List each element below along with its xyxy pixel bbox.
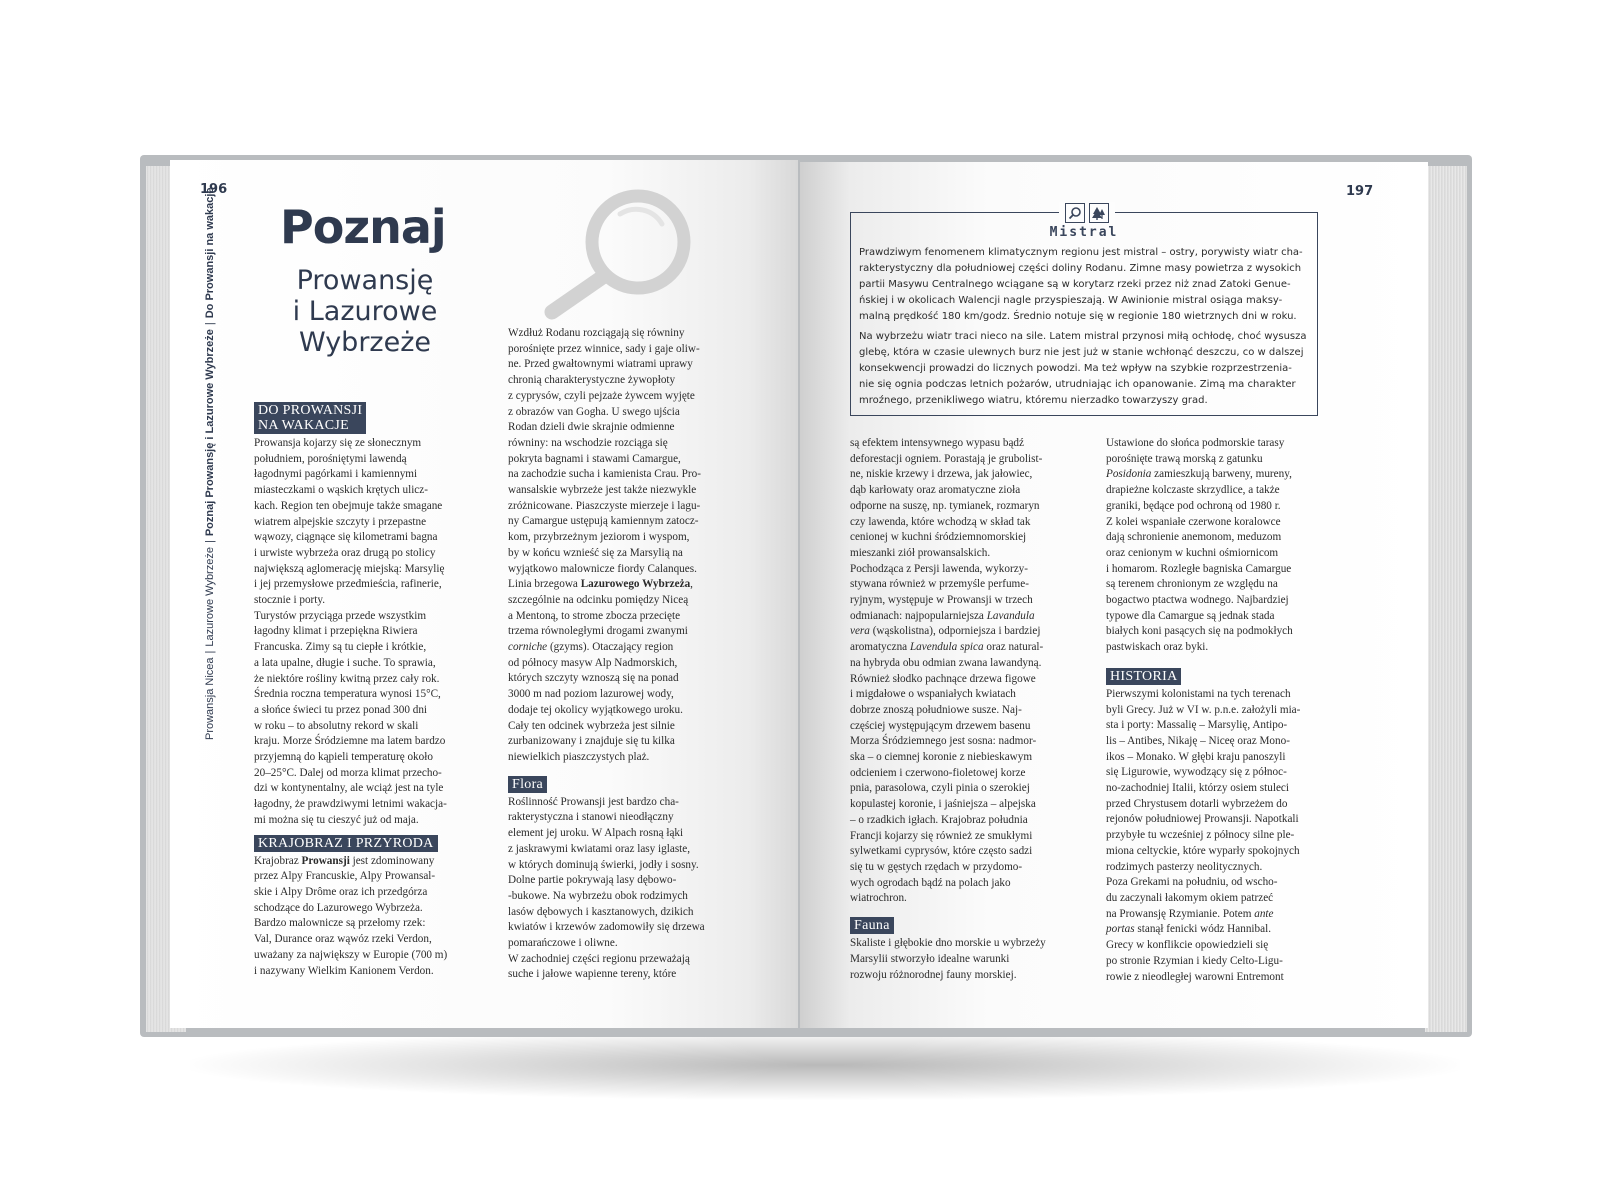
text-line: dają schronienie anemonom, meduzom <box>1106 531 1282 544</box>
text-line: konsekwencji prowadzi do licznych powodzi. Ma też wpływ na szybkie rozprzestrzenia- <box>859 363 1292 374</box>
text-line: by w końcu wznieść się za Marsylią na <box>508 546 683 559</box>
text-run: Krajobraz <box>254 854 302 867</box>
text-line: byli Grecy. Już w VI w. p.n.e. założyli mia- <box>1106 703 1301 716</box>
text-line: przyjemną do kąpieli temperaturę około <box>254 751 433 764</box>
text-line: rakterystyczna i stanowi nieodłączny <box>508 811 674 824</box>
section-heading-fauna: Fauna <box>850 917 894 934</box>
subtitle-line: Wybrzeże <box>298 327 431 358</box>
text-line: Prowansja kojarzy się ze słonecznym <box>254 437 422 449</box>
text-line: ny Camargue ustępują kamiennym zatocz- <box>508 515 699 528</box>
text-line: i nazywany Wielkim Kanionem Verdon. <box>254 964 434 977</box>
text-line: dzi w kontynentalny, ale wciąż jest na tyle <box>254 782 444 795</box>
text-line: skie i Alpy Drôme oraz ich przedgórza <box>254 885 428 898</box>
text-line: największą aglomerację miejską: Marsylię <box>254 562 445 575</box>
text-run: oraz natural- <box>983 641 1044 654</box>
text-line: zróżnicowane. Piaszczyste mierzeje i lagu- <box>508 499 701 512</box>
text-line: a słońce świeci tu przez ponad 300 dni <box>254 703 428 716</box>
text-run-italic: portas <box>1106 923 1135 936</box>
page-number-right: 197 <box>1346 184 1374 199</box>
text-run: odmianach: najpopularniejsza <box>850 609 987 622</box>
running-head-part: Poznaj Prowansję i Lazurowe Wybrzeże <box>204 329 216 537</box>
paragraph <box>254 436 468 609</box>
text-line: z jaskrawymi kwiatami oraz lasy iglaste, <box>508 842 691 855</box>
trees-icon <box>1089 203 1109 223</box>
section-heading-line: NA WAKACJE <box>258 418 350 433</box>
text-line: szczególnie na odcinku pomiędzy Niceą <box>508 593 689 606</box>
paragraph <box>1106 687 1328 875</box>
text-line: że niektóre rośliny kwitną przez cały rok. <box>254 672 440 685</box>
text-line: dodaje tej okolicy wyjątkowego uroku. <box>508 703 683 716</box>
text-line: Skaliste i głębokie dno morskie u wybrzeży <box>850 937 1046 950</box>
text-run: , <box>690 578 693 591</box>
text-line: – o rzadkich igłach. Krajobraz południa <box>850 813 1028 826</box>
text-line: są terenem chronionym ze względu na <box>1106 578 1278 591</box>
text-run-italic: ante <box>1254 907 1274 920</box>
text-line: typowe dla Camargue są jednak stada <box>1106 609 1275 622</box>
text-line: partii Masywu Centralnego wciągane są w korytarz rzeki przez niż znad Zatoki Genue- <box>859 279 1291 290</box>
section-heading-line: DO PROWANSJI <box>258 403 363 418</box>
text-line <box>1106 467 1328 483</box>
text-line: ńskiej i w okolicach Walencji nagle przyspieszają. W Awinionie mistral osiąga maksy- <box>859 295 1283 306</box>
text-run: jest zdominowany <box>349 854 435 867</box>
section-heading-historia: HISTORIA <box>1106 668 1181 685</box>
text-line <box>508 577 728 593</box>
paragraph <box>859 245 1311 325</box>
text-line: rodzimych pasterzy neolitycznych. <box>1106 860 1263 873</box>
text-line: po stronie Rzymian i kiedy Celto-Ligu- <box>1106 954 1283 967</box>
chapter-title: Poznaj <box>280 200 446 254</box>
text-line: wych ogrodach bądź na polach jako <box>850 876 1011 889</box>
text-line: Francuska. Zimy są tu ciepłe i krótkie, <box>254 641 427 654</box>
box-icons <box>1059 202 1115 224</box>
text-line: Turystów przyciąga przede wszystkim <box>254 609 427 622</box>
text-line <box>850 609 1076 625</box>
text-line: wiatrem alpejskie szczyty i przepastne <box>254 515 427 528</box>
text-line: białych koni pasących się na podmokłych <box>1106 625 1293 638</box>
text-line <box>254 854 468 870</box>
text-line: na hybryda obu odmian zwana lawandyną. <box>850 656 1042 669</box>
text-line: miona celtyckie, które wyparły spokojnych <box>1106 844 1300 857</box>
section-heading-krajobraz: KRAJOBRAZ I PRZYRODA <box>254 835 438 852</box>
text-line: w roku – to absolutny rekord w skali <box>254 719 419 732</box>
text-line: przybyłe tu wcześniej z północy silne ple- <box>1106 829 1295 842</box>
text-line: sta i porty: Massalię – Marsylię, Antipo- <box>1106 719 1288 732</box>
text-line: z cyprysów, czyli pejzaże żywcem wyjęte <box>508 389 695 402</box>
text-line: w których dominują świerki, jodły i sosny. <box>508 858 699 871</box>
text-line: łagodny, że prawdziwymi letnimi wakacja- <box>254 798 447 811</box>
text-line: 3000 m nad poziom lazurowej wody, <box>508 688 674 701</box>
text-line: mroźnego, przenikliwego wiatru, któremu nierzadko towarzyszy grad. <box>859 395 1208 406</box>
text-line: pomarańczowe i oliwne. <box>508 937 618 950</box>
text-run-italic: corniche <box>508 641 548 654</box>
text-line: Również słodko pachnące drzewa figowe <box>850 672 1036 685</box>
text-line: Grecy w konflikcie opowiedzieli się <box>1106 939 1269 952</box>
text-line: bogactwo ptactwa wodnego. Najbardziej <box>1106 594 1289 607</box>
text-line <box>1106 907 1328 923</box>
paragraph <box>508 952 728 983</box>
text-line: kraju. Morze Śródziemne ma latem bardzo <box>254 735 446 748</box>
text-line: cenionej w kuchni śródziemnomorskiej <box>850 531 1027 544</box>
paragraph <box>850 672 1076 908</box>
text-line: przez Alpy Francuskie, Alpy Prowansal- <box>254 870 436 883</box>
text-line: się tu w gęstych rzędach w przydomo- <box>850 860 1023 873</box>
text-line: Na wybrzeżu wiatr traci nieco na sile. Latem mistral przynosi miłą ochłodę, choć wysusza <box>859 331 1307 342</box>
subtitle-line: i Lazurowe <box>292 296 438 327</box>
text-line: kwiatów i krzewów zadomowiły się drzewa <box>508 921 705 934</box>
text-line: W zachodniej części regionu przeważają <box>508 952 690 965</box>
paragraph <box>1106 436 1328 656</box>
text-line: równiny: na wschodzie rozciąga się <box>508 436 668 449</box>
text-line: 20–25°C. Dalej od morza klimat przecho- <box>254 766 442 779</box>
text-line: Cały ten odcinek wybrzeża jest silnie <box>508 719 675 732</box>
text-line: a lata upalne, długie i suche. To sprawia, <box>254 656 436 669</box>
text-run: aromatyczna <box>850 641 910 654</box>
paragraph <box>850 436 1076 562</box>
text-line <box>850 640 1076 656</box>
text-run-italic: vera <box>850 625 870 638</box>
book-shadow <box>190 1030 1460 1100</box>
running-head-part: Lazurowe Wybrzeże <box>204 547 216 647</box>
text-line: suche i jałowe wapienne tereny, które <box>508 968 677 981</box>
text-run: Linia brzegowa <box>508 578 581 591</box>
text-line: są efektem intensywnego wypasu bądź <box>850 437 1024 449</box>
mistral-info-box <box>850 212 1318 416</box>
text-line: a Mentoną, to strome zbocza przecięte <box>508 609 681 622</box>
running-head-part: Prowansja Nicea <box>204 657 216 740</box>
text-line: Val, Durance oraz wąwóz rzeki Verdon, <box>254 933 432 946</box>
text-line: dobrze znoszą południowe susze. Naj- <box>850 703 1022 716</box>
text-line: trzema równoległymi drogami zwanymi <box>508 625 688 638</box>
text-line: Morza Śródziemnego jest sosna: nadmor- <box>850 735 1037 748</box>
text-line: rowie z nieodległej warowni Entremont <box>1106 970 1284 983</box>
section-heading-flora: Flora <box>508 776 547 793</box>
text-line: Pochodząca z Persji lawenda, wykorzy- <box>850 562 1029 575</box>
text-line: wansalskie wybrzeże jest także niezwykle <box>508 484 697 497</box>
paragraph <box>254 854 468 980</box>
text-line: Prawdziwym fenomenem klimatycznym regionu jest mistral – ostry, porywisty wiatr cha- <box>859 247 1303 258</box>
right-page <box>800 162 1428 1028</box>
text-line: glebę, która w czasie ulewnych burz nie jest już w stanie wchłonąć deszczu, co w dalszej <box>859 347 1304 358</box>
text-line: czy lawenda, które wchodzą w skład tak <box>850 515 1031 528</box>
text-line: rakterystyczny dla południowej części doliny Rodanu. Zimne masy powietrza z wysokich <box>859 263 1302 274</box>
text-line: deforestacji ogniem. Porastają je grubolist- <box>850 452 1043 465</box>
text-line <box>508 640 728 656</box>
text-line: przed Chrystusem dotarli wybrzeżem do <box>1106 797 1288 810</box>
text-line: się Ligurowie, wywodzący się z północ- <box>1106 766 1287 779</box>
text-line: Pierwszymi kolonistami na tych terenach <box>1106 687 1291 700</box>
text-line: rejonów południowej Prowansji. Napotkali <box>1106 813 1299 826</box>
paragraph <box>859 329 1311 409</box>
text-line: kopulastej koronie, i jaśniejsza – alpejska <box>850 798 1036 811</box>
paragraph <box>850 936 1076 983</box>
text-run-italic: Lavendula spica <box>909 641 984 654</box>
text-line <box>850 624 1076 640</box>
text-line: Rodan dzieli dwie skrajnie odmienne <box>508 421 675 434</box>
text-line: i migdałowe o wspaniałych kwiatach <box>850 688 1016 701</box>
text-run-bold: Prowansji <box>301 854 350 867</box>
text-line: ryjnym, występuje w Prowansji w trzech <box>850 594 1033 607</box>
text-line: mieszanki ziół prowansalskich. <box>850 546 991 559</box>
text-line: od północy masyw Alp Nadmorskich, <box>508 656 678 669</box>
text-line: ne, niskie krzewy i drzewa, jak jałowiec, <box>850 468 1033 481</box>
text-line: sylwetkami cyprysów, które często sadzi <box>850 845 1033 858</box>
text-line: i urwiste wybrzeża oraz drugą po stolicy <box>254 546 436 559</box>
paragraph <box>508 795 728 952</box>
text-line: łagodny klimat i przepiękna Riwiera <box>254 625 418 638</box>
box-title: Mistral <box>1049 225 1119 240</box>
text-line: miasteczkami o wąskich krętych ulicz- <box>254 484 428 497</box>
page-edges-right <box>1425 166 1467 1032</box>
text-line: Poza Grekami na południu, od wscho- <box>1106 876 1278 889</box>
text-line: Bardzo malownicze są przełomy rzek: <box>254 917 426 930</box>
text-line: pastwiskach oraz byki. <box>1106 641 1209 654</box>
left-page-column-1 <box>254 402 468 979</box>
paragraph <box>508 326 728 766</box>
text-line: uważany za największy w Europie (700 m) <box>254 948 448 961</box>
text-line: malną prędkość 180 km/godz. Średnio notuje się w regionie 180 wietrznych dni w roku. <box>859 311 1297 322</box>
text-run: na Prowansję Rzymianie. Potem <box>1106 907 1255 920</box>
text-line: zurbanizowany i znajduje się tu kilka <box>508 735 675 748</box>
paragraph <box>254 609 468 829</box>
text-line: wyjątkowo malownicze fiordy Calanques. <box>508 562 697 575</box>
left-page-column-2 <box>508 326 728 983</box>
text-line: odporne na suszę, np. tymianek, rozmaryn <box>850 499 1040 512</box>
text-line: ska – o ciemnej koronie z niebieskawym <box>850 751 1033 764</box>
running-head-vertical: Prowansja Nicea|Lazurowe Wybrzeże|Poznaj Prowansję i Lazurowe Wybrzeże|Do Prowansji na wakacje <box>204 187 216 740</box>
text-line: Wzdłuż Rodanu rozciągają się równiny <box>508 327 685 339</box>
text-run-italic: Posidonia <box>1106 468 1152 481</box>
section-heading-do-prowansji <box>254 402 366 434</box>
text-line: na zachodzie sucha i kamienista Crau. Pro- <box>508 468 701 481</box>
paragraph <box>850 562 1076 672</box>
text-line: porośnięte trawą morską z gatunku <box>1106 452 1263 465</box>
subtitle-line: Prowansję <box>296 265 434 296</box>
text-line: wąwozy, ciągnące się kilometrami bagna <box>254 531 438 544</box>
running-head-part: Do Prowansji na wakacje <box>204 187 216 319</box>
text-line: kom, przybrzeżnym jeziorom i wyspom, <box>508 531 690 544</box>
text-line: chronią charakterystyczne żywopłoty <box>508 374 676 387</box>
text-line: ikos – Monako. W głębi kraju panoszyli <box>1106 750 1286 763</box>
text-run: stanął fenicki wódz Hannibal. <box>1134 923 1271 936</box>
text-line: z obrazów van Gogha. U swego ujścia <box>508 405 680 418</box>
text-line: no-zachodniej Italii, którzy osiem stuleci <box>1106 782 1289 795</box>
text-line: porośnięte przez winnice, sady i gaje oliw- <box>508 342 700 355</box>
text-line: Z kolei wspaniałe czerwone koralowce <box>1106 515 1281 528</box>
text-line: kach. Region ten obejmuje także smagane <box>254 499 443 512</box>
text-run-bold: Lazurowego Wybrzeża <box>580 578 691 591</box>
text-line: pokryta bagnami i stawami Camargue, <box>508 452 681 465</box>
text-line: stocznie i porty. <box>254 594 326 607</box>
text-run: (wąskolistna), odporniejsza i bardziej <box>869 625 1041 638</box>
page-number-left: 196 <box>200 182 228 197</box>
paragraph <box>1106 875 1328 985</box>
text-line <box>1106 922 1328 938</box>
text-line: pnia, parasolowa, czyli pinia o szerokiej <box>850 782 1030 795</box>
chapter-subtitle <box>270 265 460 358</box>
magnifier-icon <box>1065 203 1085 223</box>
text-line: południem, porośniętymi lawendą <box>254 452 407 465</box>
text-line: Francji kojarzy się również ze smukłymi <box>850 829 1033 842</box>
text-line: rozwoju różnorodnej fauny morskiej. <box>850 968 1017 981</box>
text-line: niewielkich piaszczystych plaż. <box>508 750 650 763</box>
right-page-column-1 <box>850 436 1076 983</box>
magnifier-icon <box>530 180 700 320</box>
text-line: Ustawione do słońca podmorskie tarasy <box>1106 437 1285 449</box>
text-run-italic: Lavandula <box>986 609 1035 622</box>
text-line: lasów dębowych i kasztanowych, dzikich <box>508 905 694 918</box>
text-line: du zaczynali łakomym okiem patrzeć <box>1106 891 1274 904</box>
box-text <box>859 245 1311 413</box>
text-line: ne. Przed gwałtownymi wiatrami uprawy <box>508 358 693 371</box>
text-line: dąb karłowaty oraz aromatyczne zioła <box>850 484 1021 497</box>
text-line: wiatrochron. <box>850 892 907 905</box>
text-line: Roślinność Prowansji jest bardzo cha- <box>508 795 679 808</box>
text-line: drapieżne kolczaste skrzydlice, a także <box>1106 484 1280 497</box>
text-line: graniki, będące pod ochroną od 1980 r. <box>1106 499 1281 512</box>
text-line: stywana również w przemyśle perfume- <box>850 578 1029 591</box>
text-line: oraz cenionym w kuchni ośmiornicom <box>1106 546 1279 559</box>
text-line: -bukowe. Na wybrzeżu obok rodzimych <box>508 889 688 902</box>
text-line: lis – Antibes, Nikaję – Niceę oraz Mono- <box>1106 734 1290 747</box>
text-line: i jej przemysłowe przedmieścia, rafinerie, <box>254 578 442 591</box>
text-line: łagodnymi pagórkami i kamiennymi <box>254 468 418 481</box>
text-line: element jej uroku. W Alpach rosną łąki <box>508 827 684 840</box>
text-line: Dolne partie pokrywają lasy dębowo- <box>508 874 677 887</box>
text-line: nie się ognia podczas letnich pożarów, utrudniając ich opanowanie. Zimą ma charakter <box>859 379 1296 390</box>
text-line: Marsylii stworzyło idealne warunki <box>850 952 1010 965</box>
text-run: zamieszkują barweny, mureny, <box>1151 468 1292 481</box>
text-line: których szczyty wznoszą się na ponad <box>508 672 679 685</box>
right-page-column-2 <box>1106 436 1328 985</box>
text-line: częściej występującym drzewem basenu <box>850 719 1031 732</box>
left-page <box>170 160 798 1028</box>
text-run: (gzyms). Otaczający region <box>547 641 674 654</box>
text-line: Średnia roczna temperatura wynosi 15°C, <box>254 688 441 701</box>
text-line: odcieniem i czerwono-fioletowej korze <box>850 766 1026 779</box>
text-line: mi można się tu cieszyć już od maja. <box>254 813 419 826</box>
text-line: i homarom. Rozległe bagniska Camargue <box>1106 562 1292 575</box>
text-line: schodzące do Lazurowego Wybrzeża. <box>254 901 423 914</box>
